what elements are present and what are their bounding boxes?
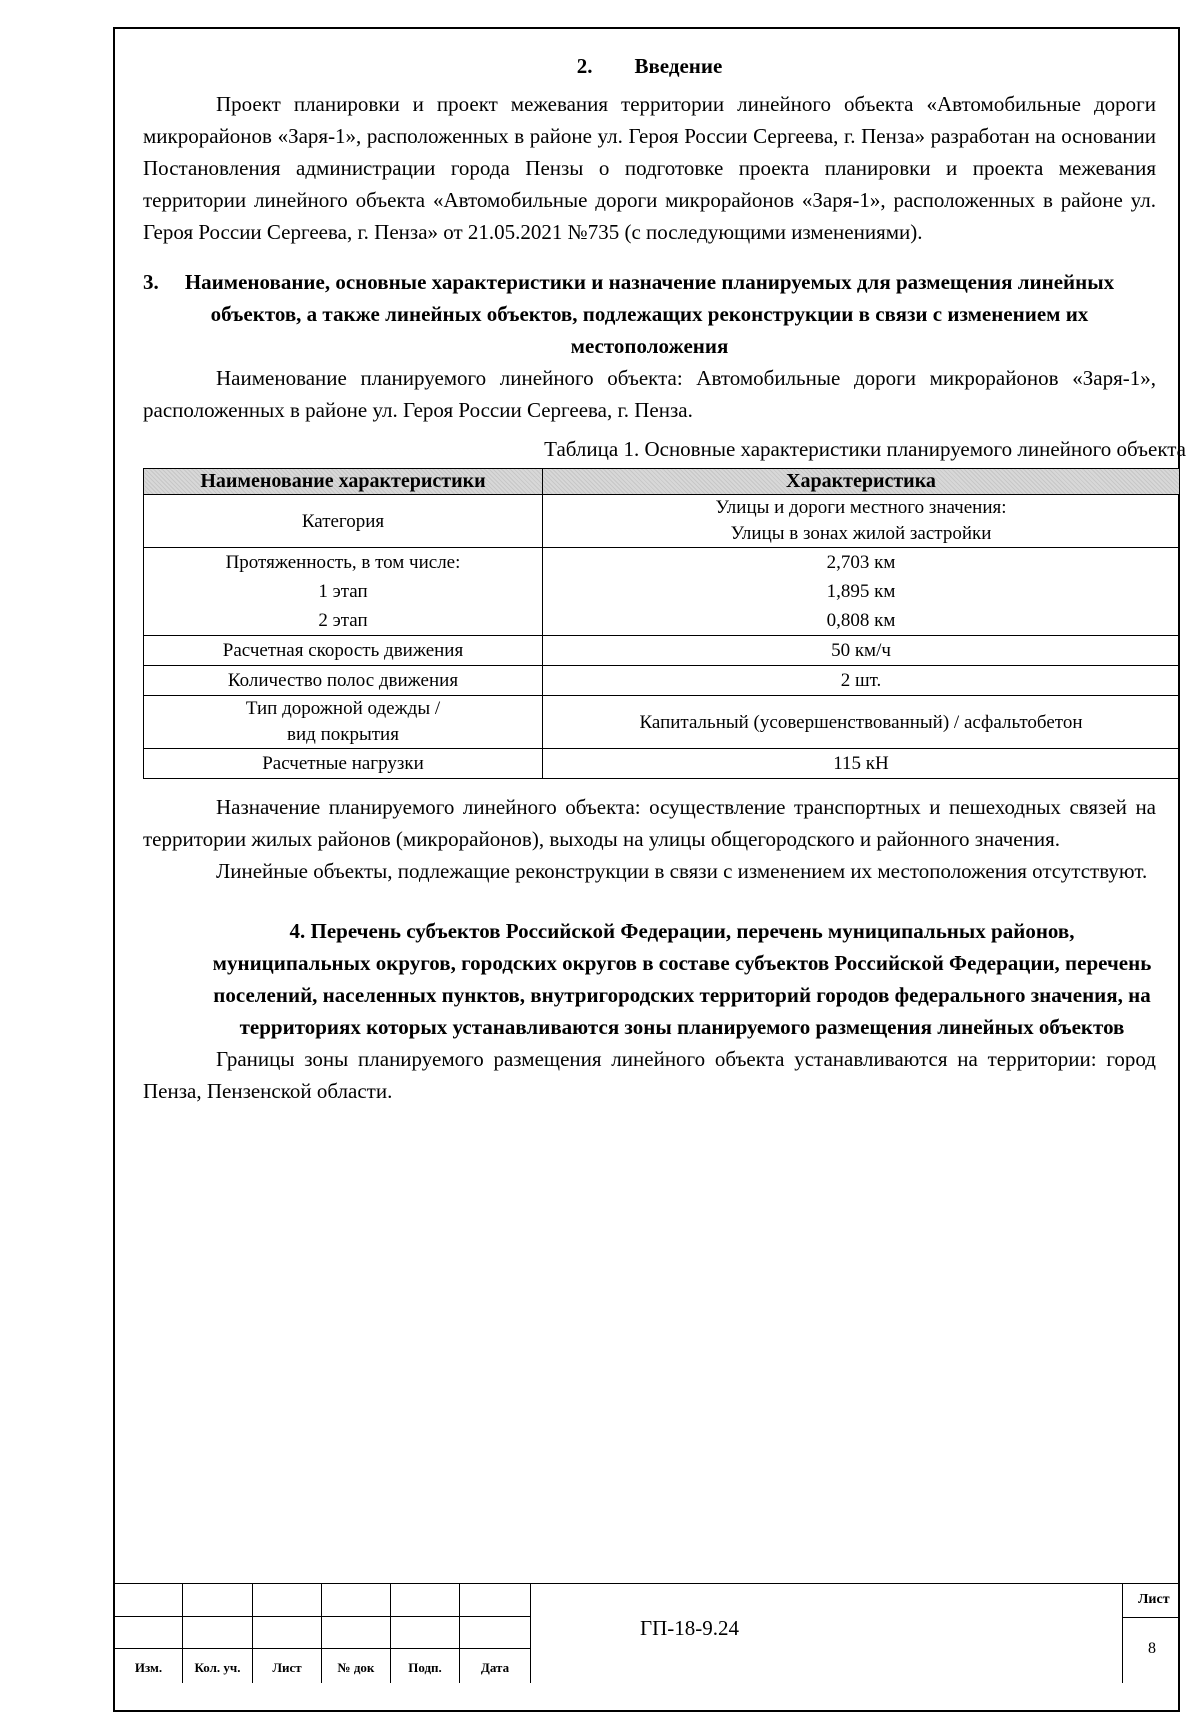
value-line: Тип дорожной одежды / bbox=[245, 698, 441, 719]
stamp-label-list: Лист bbox=[272, 1660, 302, 1675]
table-row bbox=[144, 548, 1180, 636]
value-line: Улицы и дороги местного значения: bbox=[715, 497, 1007, 518]
stamp-top-line bbox=[113, 1583, 1180, 1584]
value-line: 1,895 км bbox=[826, 581, 896, 602]
value-line: вид покрытия bbox=[287, 724, 399, 745]
stamp-label-data: Дата bbox=[480, 1660, 510, 1675]
table-header-name: Наименование характеристики bbox=[144, 469, 543, 495]
table-row bbox=[144, 666, 1180, 696]
stamp-label-kol-uch: Кол. уч. bbox=[194, 1660, 241, 1675]
section-3-paragraph-1: Наименование планируемого линейного объекта: Автомобильные дороги микрорайонов «Заря-1», расположенных в районе ул. Героя России Сергеева, г. Пенза. bbox=[143, 366, 1156, 422]
section-4-paragraph: Границы зоны планируемого размещения линейного объекта устанавливаются на территории: город Пенза, Пензенской области. bbox=[143, 1047, 1156, 1103]
section-3-paragraph-3: Линейные объекты, подлежащие реконструкции в связи с изменением их местоположения отсутствуют. bbox=[216, 859, 1148, 883]
table-row bbox=[144, 749, 1180, 779]
section-3-number: 3. bbox=[143, 270, 159, 294]
section-2-number: 2. bbox=[576, 54, 593, 78]
table-row bbox=[144, 636, 1180, 666]
value-line: Улицы в зонах жилой застройки bbox=[730, 523, 992, 544]
document-code: ГП-18-9.24 bbox=[640, 1616, 740, 1640]
section-2-paragraph: Проект планировки и проект межевания территории линейного объекта «Автомобильные дороги микрорайонов «Заря-1», расположенных в районе ул. Героя России Сергеева, г. Пенза» разработан на основании Постановления администрации города Пензы о подготовке проекта планировки и проекта межевания территории линейного объекта «Автомобильные дороги микрорайонов «Заря-1», расположенных в районе ул. Героя России Сергеева, г. Пенза» от 21.05.2021 №735 (с последующими изменениями). bbox=[143, 92, 1156, 244]
table-cell-value: 2 шт. bbox=[543, 666, 1180, 696]
section-4-heading: 4. Перечень субъектов Российской Федерации, перечень муниципальных районов, муниципальных округов, городских округов в составе субъектов Российской Федерации, перечень поселений, населенных пунктов, внутригородских территорий городов федерального значения, на территориях которых устанавливаются зоны планируемого размещения линейных объектов bbox=[212, 919, 1152, 1039]
table-cell-value: Капитальный (усовершенствованный) / асфальтобетон bbox=[543, 696, 1180, 749]
table-cell-name: Количество полос движения bbox=[144, 666, 543, 696]
value-line: Протяженность, в том числе: bbox=[225, 552, 461, 573]
sheet-label: Лист bbox=[1138, 1592, 1170, 1607]
table-caption: Таблица 1. Основные характеристики планируемого линейного объекта bbox=[544, 437, 1186, 461]
stamp-col-line bbox=[1122, 1583, 1123, 1683]
table-cell-value: 115 кН bbox=[543, 749, 1180, 779]
sheet-number: 8 bbox=[1148, 1640, 1156, 1657]
section-3-paragraph-2: Назначение планируемого линейного объекта: осуществление транспортных и пешеходных связей на территории жилых районов (микрорайонов), выходы на улицы общегородского и районного значения. bbox=[143, 795, 1156, 851]
value-line: 2,703 км bbox=[826, 552, 896, 573]
value-line: 0,808 км bbox=[826, 610, 896, 631]
section-2-heading bbox=[143, 50, 1156, 82]
table-cell-value bbox=[543, 548, 1180, 636]
section-3-heading bbox=[143, 266, 1156, 362]
table-cell-name bbox=[144, 548, 543, 636]
document-body bbox=[143, 50, 1186, 1107]
table-cell-name: Расчетные нагрузки bbox=[144, 749, 543, 779]
table-header-value: Характеристика bbox=[543, 469, 1180, 495]
table-row bbox=[144, 696, 1180, 749]
table-cell-name bbox=[144, 696, 543, 749]
stamp-label-izm: Изм. bbox=[134, 1660, 163, 1675]
sheet-divider-line bbox=[1122, 1617, 1180, 1618]
table-cell-name: Категория bbox=[144, 495, 543, 548]
section-2-title: Введение bbox=[634, 54, 723, 78]
table-cell-name: Расчетная скорость движения bbox=[144, 636, 543, 666]
characteristics-table bbox=[143, 468, 1180, 779]
table-cell-value bbox=[543, 495, 1180, 548]
stamp-col-line bbox=[530, 1583, 531, 1683]
stamp-label-doc: № док bbox=[337, 1660, 375, 1675]
section-3-title: Наименование, основные характеристики и назначение планируемых для размещения линейных объектов, а также линейных объектов, подлежащих реконструкции в связи с изменением их местоположения bbox=[184, 270, 1115, 358]
stamp-label-podp: Подп. bbox=[408, 1660, 442, 1675]
table-cell-value: 50 км/ч bbox=[543, 636, 1180, 666]
table-header-row bbox=[144, 469, 1180, 495]
value-line: 1 этап bbox=[318, 581, 368, 602]
table-row bbox=[144, 495, 1180, 548]
value-line: 2 этап bbox=[318, 610, 368, 631]
